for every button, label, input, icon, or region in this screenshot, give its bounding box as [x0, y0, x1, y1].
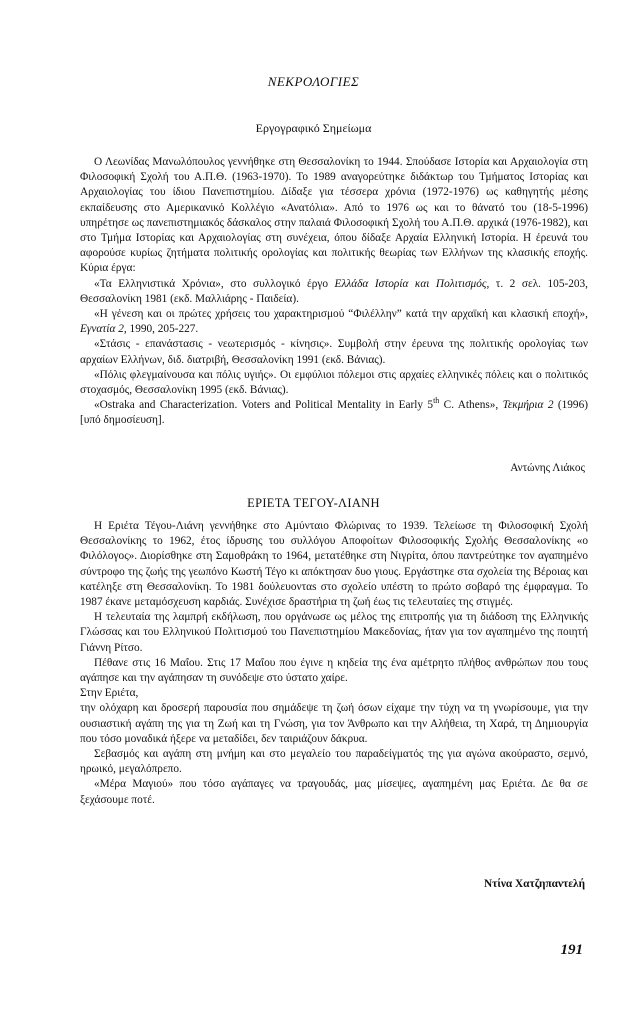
signature-chatzipanteli: Ντίνα Χατζηπαντελή [483, 878, 585, 890]
work-item: «Στάσις - επανάστασις - νεωτερισμός - κίνησις». Συμβολή στην έρευνα της πολιτικής ορολογίας των αρχαίων Ελλήνων, διδ. διατριβή, Θεσσαλονίκη 1991 (εκδ. Βάνιας). [80, 338, 588, 366]
section-subtitle: Εργογραφικό Σημείωμα [255, 121, 372, 135]
work-item: «Τα Ελληνιστικά Χρόνια», στο συλλογικό έργο Ελλάδα Ιστορία και Πολιτισμός, τ. 2 σελ. 105-203, Θεσσαλονίκη 1981 (εκδ. Μαλλιάρης - Παιδεία). [80, 277, 588, 305]
bio-paragraph: Ο Λεωνίδας Μανωλόπουλος γεννήθηκε στη Θεσσαλονίκη το 1944. Σπούδασε Ιστορία και Αρχαιολογία στη Φιλοσοφική Σχολή του Α.Π.Θ. (1963-1970). Το 1989 αναγορεύτηκε διδάκτωρ του Τμήματος Ιστορίας και Αρχαιολογίας του ίδιου Πανεπιστημίου. Δίδαξε για τέσσερα χρόνια (1972-1976) ως καθηγητής μέσης εκπαίδευσης στο Αμερικανικό Κολλέγιο «Ανατόλια». Από το 1976 ως και το θάνατό του (18-5-1996) υπηρέτησε ως πανεπιστημιακός δάσκαλος στην παλαιά Φιλοσοφική Σχολή του Α.Π.Θ. αρχικά (1976-1982), και στο Τμήμα Ιστορίας και Αρχαιολογίας στη συνέχεια, όπου δίδαξε Αρχαία Ελληνική Ιστορία. Η έρευνά του αφορούσε κυρίως ζητήματα πολιτικής ορολογίας και πολιτικής θεωρίας των Ελλήνων της κλασικής εποχής. Κύρια έργα: [80, 156, 588, 275]
work-item: «Ostraka and Characterization. Voters and Political Mentality in Early 5th C. Athens», Τεκμήρια 2 (1996) [υπό δημοσίευση]. [80, 396, 588, 427]
tribute-paragraph: την ολόχαρη και δροσερή παρουσία που σημάδεψε τη ζωή όσων είχαμε την τύχη να τη γνωρίσουμε, για την ουσιαστική αγάπη της για τη Ζωή και τη Γνώση, για τον Άνθρωπο και την Αλήθεια, τη Χαρά, τη Δημιουργία που τόσο μοναδικά ήξερε να μεταδίδει, δεν ταιριάζουν δάκρυα. [80, 702, 588, 745]
obituary-heading: ΕΡΙΕΤΑ ΤΕΓΟΥ-ΛΙΑΝΗ [247, 496, 380, 510]
work-item: «Η γένεση και οι πρώτες χρήσεις του χαρακτηρισμού “Φιλέλλην” κατά την αρχαϊκή και κλασική εποχή», Εγνατία 2, 1990, 205-227. [80, 308, 588, 336]
page-title: ΝΕΚΡΟΛΟΓΙΕΣ [267, 74, 360, 89]
bio-paragraph: Η Εριέτα Τέγου-Λιάνη γεννήθηκε στο Αμύνταιο Φλώρινας το 1939. Τελείωσε τη Φιλοσοφική Σχολή Θεσσαλονίκης το 1962, έτος ίδρυσης του συλλόγου Αποφοίτων Φιλοσοφικής Σχολής Θεσσαλονίκης «ο Φιλόλογος». Διορίσθηκε στη Σαμοθράκη το 1964, μετατέθηκε στη Νιγρίτα, όπου παντρεύτηκε τον αγαπημένο σύντροφο της ζωής της γεωπόνο Κωστή Τέγο κι απόκτησαν δυο γιους. Εργάστηκε στα σχολεία της Βέροιας και κατέληξε στη Θεσσαλονίκη. Το 1981 δούλευονταs στο σχολείο υπέστη το πρώτο σοβαρό της έμφραγμα. Το 1987 έκανε μεταμόσχευση καρδιάς. Συνέχισε δραστήρια τη ζωή έως τις τελευταίες της στιγμές. [80, 520, 588, 609]
dedication-line: Στην Εριέτα, [80, 687, 139, 700]
obituary-tegou-liani [80, 519, 588, 808]
page-number: 191 [560, 942, 583, 958]
signature-liakos: Αντώνης Λιάκος [510, 462, 585, 474]
tribute-paragraph: «Μέρα Μαγιού» που τόσο αγάπαγες να τραγουδάς, μας μίσεψες, αγαπημένη μας Εριέτα. Δε θα σε ξεχάσουμε ποτέ. [80, 778, 588, 806]
obituary-manolopoulos [80, 155, 588, 429]
bio-paragraph: Η τελευταία της λαμπρή εκδήλωση, που οργάνωσε ως μέλος της επιτροπής για τη διάδοση της Ελληνικής Γλώσσας και του Ελληνικού Πολιτισμού του Πανεπιστημίου Μακεδονίας, ήταν για τον αγαπημένο της ποιητή Γιάννη Ρίτσο. [80, 611, 588, 654]
bio-paragraph: Πέθανε στις 16 Μαΐου. Στις 17 Μαΐου που έγινε η κηδεία της ένα αμέτρητο πλήθος ανθρώπων που τους αγάπησε και την αγάπησαν τη συνόδεψε στο ύστατο χαίρε. [80, 656, 588, 685]
work-item: «Πόλις φλεγμαίνουσα και πόλις υγιής». Οι εμφύλιοι πόλεμοι στις αρχαίες ελληνικές πόλεις και ο πολιτικός στοχασμός, Θεσσαλονίκη 1995 (εκδ. Βάνιας). [80, 368, 588, 397]
tribute-paragraph: Σεβασμός και αγάπη στη μνήμη και στο μεγαλείο του παραδείγματός της για αγώνα ακούραστο, σεμνό, ηρωικό, μεγαλόπρεπο. [80, 748, 588, 776]
